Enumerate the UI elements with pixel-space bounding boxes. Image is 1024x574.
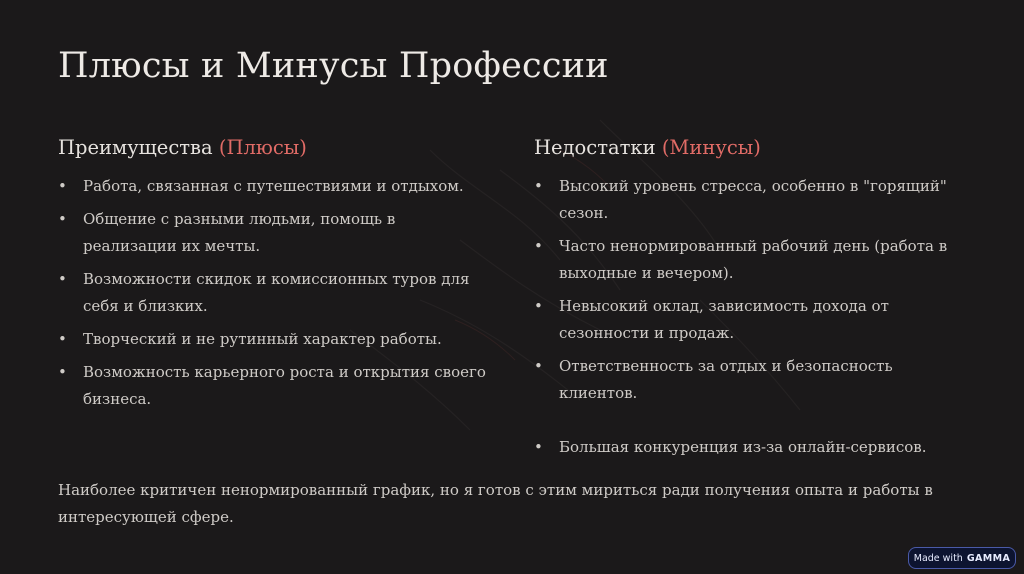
list-item [534, 233, 974, 287]
bullet-icon: • [58, 210, 67, 228]
pros-heading [58, 136, 488, 159]
pros-list [58, 173, 488, 413]
conclusion-text: Наиболее критичен ненормированный график, но я готов с этим мириться ради получения опыта и работы в интересующей сфере. [58, 481, 933, 526]
pros-heading-accent: (Плюсы) [218, 136, 307, 159]
cons-heading-accent: (Минусы) [661, 136, 761, 159]
bullet-icon: • [58, 330, 67, 348]
list-item-text: Работа, связанная с путешествиями и отдыхом. [83, 177, 464, 195]
list-item-text: Возможности скидок и комиссионных туров для себя и близких. [83, 270, 470, 315]
bullet-icon: • [534, 357, 543, 375]
cons-heading-text: Недостатки [534, 136, 656, 159]
cons-column [534, 136, 974, 467]
list-item-text: Ответственность за отдых и безопасность клиентов. [559, 357, 893, 402]
bullet-icon: • [58, 270, 67, 288]
list-item [534, 293, 974, 347]
gamma-logo: GAMMA [966, 552, 1011, 564]
pros-heading-text: Преимущества [58, 136, 213, 159]
list-item-text: Возможность карьерного роста и открытия своего бизнеса. [83, 363, 486, 408]
pros-column [58, 136, 488, 419]
badge-prefix: Made with [913, 552, 963, 564]
bullet-icon: • [534, 237, 543, 255]
list-item [534, 353, 974, 407]
list-item [534, 173, 974, 227]
list-item-text: Творческий и не рутинный характер работы. [83, 330, 442, 348]
list-item-text: Общение с разными людьми, помощь в реализации их мечты. [83, 210, 396, 255]
page-title: Плюсы и Минусы Профессии [58, 46, 609, 86]
list-item [534, 434, 974, 461]
list-item-text: Невысокий оклад, зависимость дохода от сезонности и продаж. [559, 297, 889, 342]
list-item [58, 326, 488, 353]
list-item [58, 173, 488, 200]
list-item [58, 359, 488, 413]
bullet-icon: • [534, 297, 543, 315]
list-item-text: Часто ненормированный рабочий день (работа в выходные и вечером). [559, 237, 948, 282]
list-item-text: Высокий уровень стресса, особенно в "горящий" сезон. [559, 177, 947, 222]
bullet-icon: • [58, 177, 67, 195]
bullet-icon: • [534, 177, 543, 195]
bullet-icon: • [58, 363, 67, 381]
cons-heading [534, 136, 974, 159]
made-with-gamma-badge[interactable] [908, 547, 1016, 569]
list-item [58, 206, 488, 260]
list-item [58, 266, 488, 320]
cons-list [534, 173, 974, 461]
list-item-text: Большая конкуренция из-за онлайн-сервисов. [559, 438, 927, 456]
bullet-icon: • [534, 438, 543, 456]
